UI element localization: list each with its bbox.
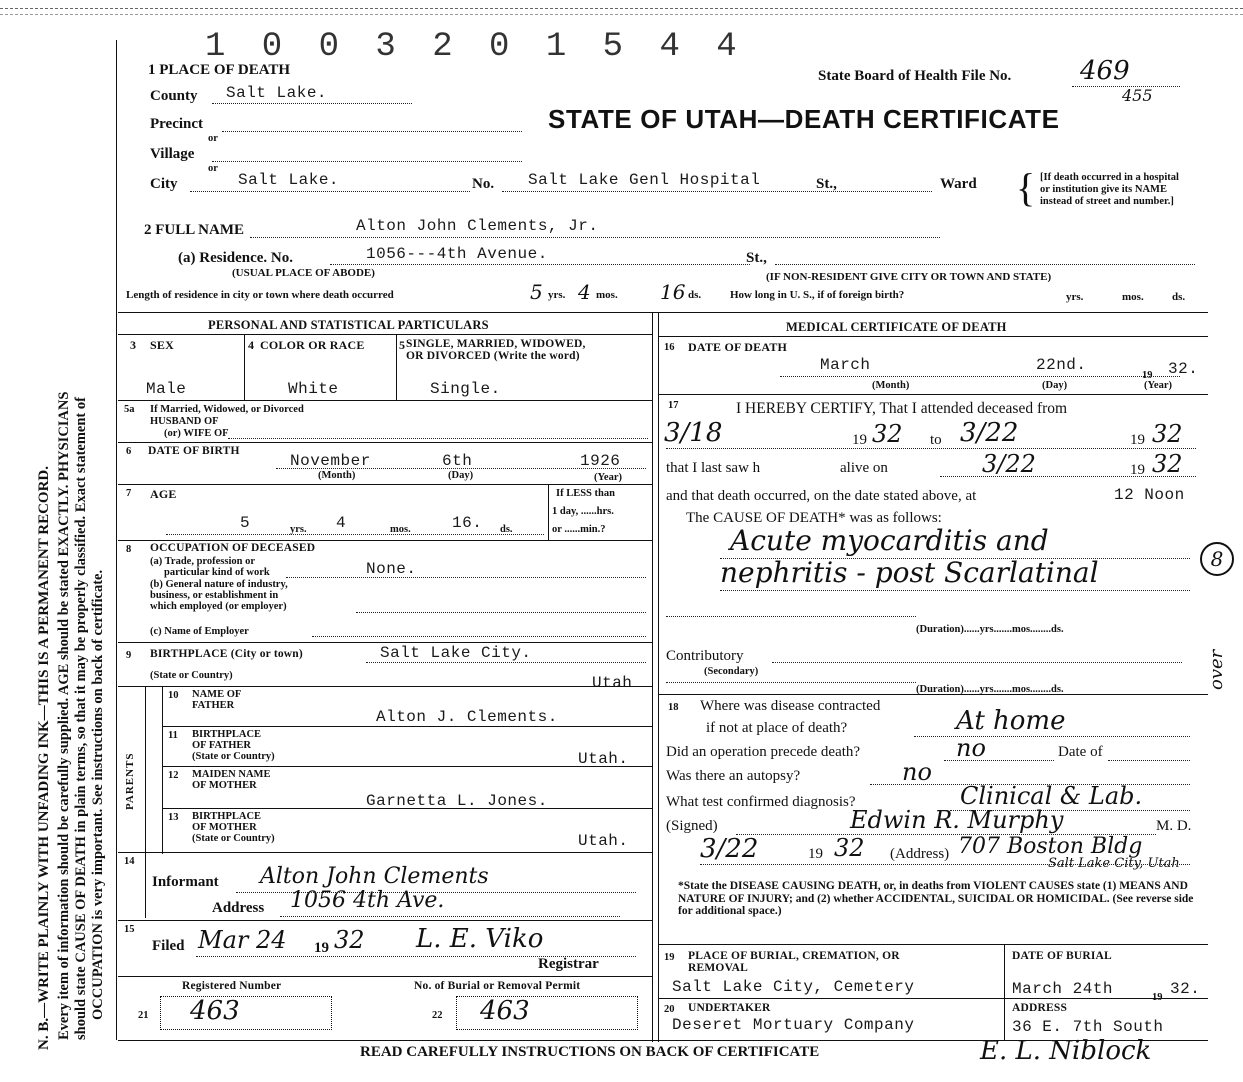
- autopsy-answer: no: [902, 758, 932, 786]
- death-day-label: (Day): [1042, 380, 1068, 391]
- attended-line: [666, 448, 1196, 449]
- top-edge: [0, 8, 1243, 9]
- father-birthplace-number: 11: [168, 730, 178, 741]
- age-years-label: yrs.: [290, 524, 307, 535]
- cause-line-1: Acute myocarditis and: [730, 524, 1049, 557]
- autopsy-label: Was there an autopsy?: [666, 768, 801, 784]
- burial-year-prefix: 19: [1152, 992, 1163, 1003]
- birthplace-state: Utah: [592, 674, 633, 692]
- cause-code: 8: [1200, 542, 1234, 576]
- row-line-6: [118, 686, 652, 687]
- attended-to-year: 32: [1152, 420, 1183, 448]
- death-month: March: [820, 356, 871, 374]
- residence-months: 4: [578, 280, 591, 304]
- death-year: 32.: [1168, 360, 1199, 378]
- occupation-value: None.: [366, 560, 417, 578]
- cause-line-2: nephritis - post Scarlatinal: [720, 556, 1099, 589]
- spouse-label-2: HUSBAND OF: [150, 416, 219, 427]
- dob-day-label: (Day): [448, 470, 474, 481]
- birthplace-city: Salt Lake City.: [380, 644, 532, 662]
- mother-birthplace-number: 13: [168, 812, 179, 823]
- residence-years: 5: [530, 280, 543, 304]
- death-day: 22nd.: [1036, 356, 1087, 374]
- occupation-c-line: [312, 636, 646, 637]
- birthplace-city-line: [366, 662, 646, 663]
- color-value: White: [288, 380, 339, 398]
- mother-birthplace-label-3: (State or Country): [192, 833, 275, 844]
- foreign-months-label: mos.: [1122, 291, 1144, 303]
- city-line: [190, 191, 470, 192]
- full-name-line: [250, 237, 940, 238]
- occupation-a-2: particular kind of work: [164, 567, 270, 578]
- less-than-label-2: 1 day, ......hrs.: [552, 506, 614, 517]
- father-birthplace: Utah.: [578, 750, 629, 768]
- death-year-label: (Year): [1144, 380, 1172, 391]
- residence-days: 16: [660, 280, 686, 304]
- physician-address: 707 Boston Bldg: [958, 834, 1143, 859]
- attended-to-date: 3/22: [960, 418, 1019, 448]
- filed-year: 32: [334, 926, 365, 954]
- age-months-label: mos.: [390, 524, 411, 535]
- last-saw-line: [940, 476, 1196, 477]
- age-years: 5: [240, 514, 251, 532]
- precinct-line: [222, 131, 522, 132]
- parents-divider-1: [145, 686, 146, 854]
- occupation-b-3: which employed (or employer): [150, 601, 287, 612]
- mother-number: 12: [168, 770, 179, 781]
- less-than-label-3: or ......min.?: [552, 524, 606, 535]
- burial-permit-header: No. of Burial or Removal Permit: [414, 980, 581, 992]
- filed-label: Filed: [152, 938, 185, 954]
- registered-number-value: 463: [190, 996, 240, 1026]
- registered-number-box: [160, 996, 332, 1030]
- father-number: 10: [168, 690, 179, 701]
- attended-to-label: to: [930, 432, 942, 448]
- age-number: 7: [126, 488, 132, 499]
- mother-birthplace: Utah.: [578, 832, 629, 850]
- length-residence-label: Length of residence in city or town where death occurred: [126, 289, 394, 301]
- spouse-label-3: (or) WIFE OF: [164, 428, 229, 439]
- last-saw-label-2: alive on: [840, 460, 888, 476]
- spouse-line: [228, 438, 648, 439]
- row-line-3: [118, 484, 652, 485]
- age-days: 16.: [452, 514, 483, 532]
- non-resident-label: (IF NON-RESIDENT GIVE CITY OR TOWN AND STATE): [766, 271, 1052, 283]
- residence-line: [330, 264, 750, 265]
- duration-line-2: [666, 682, 916, 683]
- registered-number-label: 21: [138, 1010, 149, 1021]
- row-line-9: [162, 808, 652, 809]
- contributory-label: Contributory: [666, 648, 744, 664]
- filed-date: Mar 24: [198, 926, 287, 954]
- less-than-label-1: If LESS than: [556, 488, 615, 499]
- attended-from-date: 3/18: [664, 418, 723, 448]
- burial-date: March 24th: [1012, 980, 1114, 998]
- md-label: M. D.: [1156, 818, 1192, 834]
- occupation-number: 8: [126, 544, 132, 555]
- mother-label-2: OF MOTHER: [192, 780, 257, 791]
- hospital-note: [If death occurred in a hospital or institution give its NAME instead of street and number.]: [1040, 172, 1179, 207]
- village-line: [212, 161, 522, 162]
- father-label-1: NAME OF: [192, 689, 242, 700]
- row-line-11: [118, 920, 652, 921]
- spouse-number: 5a: [124, 404, 135, 415]
- dob-day: 6th: [442, 452, 473, 470]
- test-label: What test confirmed diagnosis?: [666, 794, 856, 810]
- operation-date-label: Date of: [1058, 744, 1103, 760]
- occupation-b-line: [356, 612, 646, 613]
- row-line-8: [162, 766, 652, 767]
- physician-signature: Edwin R. Murphy: [850, 806, 1064, 834]
- age-days-label: ds.: [500, 524, 513, 535]
- grid-center-divider-2: [658, 312, 659, 1042]
- less-than-divider: [548, 484, 549, 540]
- footer-instructions: READ CAREFULLY INSTRUCTIONS ON BACK OF CERTIFICATE: [360, 1044, 820, 1060]
- street-label: St.,: [816, 176, 837, 192]
- side-note-3: should state CAUSE OF DEATH in plain terms, so that it may be properly classified. Exact statement of: [73, 397, 89, 1040]
- medical-row-line-2: [658, 694, 1208, 695]
- residence-label: (a) Residence. No.: [178, 250, 293, 266]
- village-label: Village: [150, 146, 195, 162]
- burial-divider: [1004, 944, 1005, 1040]
- cause-footnote: *State the DISEASE CAUSING DEATH, or, in deaths from VIOLENT CAUSES state (1) MEANS AND NATURE OF INJURY; and (2) whether ACCIDENTAL, SUICIDAL OR HOMICIDAL. (See reverse side for additional space.): [678, 880, 1194, 917]
- side-note-2: Every item of information should be carefully supplied. AGE should be stated EXACTLY. PHYSICIANS: [56, 391, 72, 1040]
- file-number-label: State Board of Health File No.: [818, 68, 1012, 84]
- father-label-2: FATHER: [192, 700, 235, 711]
- age-label: AGE: [150, 487, 177, 501]
- q18-label-1: Where was disease contracted: [700, 698, 881, 714]
- top-edge-2: [0, 14, 1243, 15]
- last-saw-date: 3/22: [982, 450, 1036, 478]
- physician-address-label: (Address): [890, 846, 950, 862]
- dob-year: 1926: [580, 452, 621, 470]
- q18-label-2: if not at place of death?: [706, 720, 848, 736]
- attended-to-year-prefix: 19: [1130, 432, 1145, 448]
- color-label: COLOR OR RACE: [260, 338, 365, 352]
- row-line-1: [118, 400, 652, 401]
- death-month-label: (Month): [872, 380, 910, 391]
- sex-value: Male: [146, 380, 187, 398]
- color-marital-divider: [396, 334, 397, 400]
- foreign-days-label: ds.: [1172, 291, 1186, 303]
- foreign-birth-label: How long in U. S., if of foreign birth?: [730, 289, 905, 301]
- or-label-2: or: [208, 163, 218, 174]
- color-number: 4: [248, 338, 255, 352]
- death-occurred-label: and that death occurred, on the date stated above, at: [666, 488, 977, 504]
- last-saw-year: 32: [1152, 450, 1183, 478]
- burial-place: Salt Lake City, Cemetery: [672, 978, 915, 996]
- duration-label-2: (Duration)......yrs.......mos........ds.: [916, 684, 1064, 695]
- left-border: [116, 40, 117, 1040]
- burial-date-label: DATE OF BURIAL: [1012, 950, 1112, 962]
- residence-street-label: St.,: [746, 250, 767, 266]
- parents-divider-2: [162, 686, 163, 854]
- file-number: 469: [1080, 56, 1130, 86]
- death-date-label: DATE OF DEATH: [688, 340, 788, 354]
- certify-text: I HEREBY CERTIFY, That I attended deceased from: [736, 400, 1068, 417]
- death-date-number: 16: [664, 342, 675, 353]
- grid-center-divider: [652, 312, 653, 1042]
- spouse-label-1: If Married, Widowed, or Divorced: [150, 404, 304, 415]
- dob-label: DATE OF BIRTH: [148, 445, 240, 457]
- city-value: Salt Lake.: [238, 171, 340, 189]
- sex-number: 3: [130, 338, 137, 352]
- filed-number: 15: [124, 924, 135, 935]
- father-birthplace-label-2: OF FATHER: [192, 740, 252, 751]
- medical-row-line-3: [658, 944, 1208, 945]
- informant-label: Informant: [152, 874, 219, 890]
- sex-label: SEX: [150, 338, 174, 352]
- birthplace-number: 9: [126, 650, 132, 661]
- mother-birthplace-label-2: OF MOTHER: [192, 822, 257, 833]
- signed-year: 32: [834, 834, 865, 862]
- q18-number: 18: [668, 702, 679, 713]
- contributory-line: [772, 662, 1182, 663]
- dob-year-label: (Year): [594, 472, 622, 483]
- dob-line: [276, 468, 646, 469]
- operation-answer: no: [956, 734, 986, 762]
- burial-year: 32.: [1170, 980, 1201, 998]
- usual-abode-label: (USUAL PLACE OF ABODE): [232, 267, 375, 279]
- informant-number: 14: [124, 856, 135, 867]
- duration-line-1: [666, 616, 916, 617]
- occupation-c: (c) Name of Employer: [150, 626, 249, 637]
- sex-color-divider: [244, 334, 245, 400]
- street-number-label: No.: [472, 176, 495, 192]
- occupation-label: OCCUPATION OF DECEASED: [150, 542, 316, 554]
- informant-divider: [145, 852, 146, 918]
- undertaker-address: 36 E. 7th South: [1012, 1018, 1164, 1036]
- hospital-note-brace: {: [1016, 165, 1036, 210]
- mother-name: Garnetta L. Jones.: [366, 792, 548, 810]
- medical-header: MEDICAL CERTIFICATE OF DEATH: [786, 320, 1007, 334]
- occupation-b-2: business, or establishment in: [150, 590, 279, 601]
- street-line: [502, 191, 932, 192]
- burial-number: 19: [664, 952, 675, 963]
- residence-value: 1056---4th Avenue.: [366, 245, 548, 263]
- precinct-label: Precinct: [150, 116, 204, 132]
- residence-months-label: mos.: [596, 289, 618, 301]
- row-line-4: [118, 540, 652, 541]
- undertaker-label: UNDERTAKER: [688, 1002, 771, 1014]
- row-line-5: [118, 642, 652, 643]
- full-name-heading: 2 FULL NAME: [144, 222, 245, 238]
- parents-label: PARENTS: [124, 752, 136, 810]
- file-number-alt: 455: [1122, 86, 1153, 105]
- last-saw-label: that I last saw h: [666, 460, 761, 476]
- birthplace-state-label: (State or Country): [150, 670, 233, 681]
- foreign-years-label: yrs.: [1066, 291, 1084, 303]
- physician-address-2: Salt Lake City, Utah: [1048, 856, 1180, 871]
- last-saw-year-prefix: 19: [1130, 462, 1145, 478]
- informant-signature: Alton John Clements: [260, 864, 489, 889]
- residence-line-2: [775, 264, 1195, 265]
- burial-label-1: PLACE OF BURIAL, CREMATION, OR: [688, 950, 900, 962]
- signed-date-line: [700, 864, 1190, 865]
- dob-number: 6: [126, 446, 132, 457]
- street-number-value: Salt Lake Genl Hospital: [528, 171, 761, 189]
- registrar-signature: L. E. Viko: [416, 924, 544, 954]
- father-birthplace-label-3: (State or Country): [192, 751, 275, 762]
- occupation-a-1: (a) Trade, profession or: [150, 556, 255, 567]
- duration-label-1: (Duration)......yrs.......mos........ds.: [916, 624, 1064, 635]
- certificate-title: STATE OF UTAH—DEATH CERTIFICATE: [548, 104, 1060, 134]
- attended-from-year-prefix: 19: [852, 432, 867, 448]
- attended-from-year: 32: [872, 420, 903, 448]
- occupation-line: [286, 577, 646, 578]
- medical-row-line-4: [658, 998, 1208, 999]
- age-months: 4: [336, 514, 347, 532]
- personal-header: PERSONAL AND STATISTICAL PARTICULARS: [208, 318, 489, 332]
- medical-row-line-1: [658, 394, 1208, 395]
- father-name: Alton J. Clements.: [376, 708, 558, 726]
- death-time: 12 Noon: [1114, 486, 1185, 504]
- cause-label: The CAUSE OF DEATH* was as follows:: [686, 510, 942, 526]
- age-line: [166, 534, 544, 535]
- dob-month-label: (Month): [318, 470, 356, 481]
- undertaker-name: Deseret Mortuary Company: [672, 1016, 915, 1034]
- place-of-death-heading: 1 PLACE OF DEATH: [148, 62, 291, 78]
- or-label-1: or: [208, 133, 218, 144]
- ward-label: Ward: [940, 176, 977, 192]
- residence-days-label: ds.: [688, 289, 702, 301]
- undertaker-address-label: ADDRESS: [1012, 1002, 1068, 1014]
- row-line-10: [118, 852, 652, 853]
- filed-year-prefix: 19: [314, 940, 329, 956]
- test-answer: Clinical & Lab.: [960, 782, 1143, 810]
- side-note-4: OCCUPATION is very important. See instructions on back of certificate.: [90, 569, 106, 1020]
- marital-number: 5: [399, 338, 406, 352]
- city-label: City: [150, 176, 178, 192]
- serial-number: 1 0 0 3 2 0 1 5 4 4: [205, 28, 745, 66]
- county-value: Salt Lake.: [226, 84, 328, 102]
- secondary-label: (Secondary): [704, 666, 759, 677]
- registered-number-header: Registered Number: [182, 980, 282, 992]
- death-year-prefix: 19: [1142, 370, 1153, 381]
- father-birthplace-label-1: BIRTHPLACE: [192, 729, 262, 740]
- mother-label-1: MAIDEN NAME: [192, 769, 271, 780]
- row-line-7: [162, 726, 652, 727]
- marital-label-2: OR DIVORCED (Write the word): [406, 350, 580, 362]
- informant-address: 1056 4th Ave.: [290, 888, 445, 913]
- marital-label-1: SINGLE, MARRIED, WIDOWED,: [406, 338, 586, 350]
- mother-birthplace-label-1: BIRTHPLACE: [192, 811, 262, 822]
- side-note-1: N. B.—WRITE PLAINLY WITH UNFADING INK—THIS IS A PERMANENT RECORD.: [36, 466, 52, 1050]
- certify-number: 17: [668, 400, 679, 411]
- cause-line-2-rule: [720, 590, 1190, 591]
- row-line-2: [118, 442, 652, 443]
- registrar-label: Registrar: [538, 956, 599, 972]
- operation-label: Did an operation precede death?: [666, 744, 861, 760]
- burial-label-2: REMOVAL: [688, 962, 748, 974]
- informant-address-line: [280, 916, 620, 917]
- personal-header-line: [118, 334, 652, 335]
- over-note: over: [1206, 649, 1227, 690]
- county-label: County: [150, 88, 198, 104]
- county-line: [212, 103, 412, 104]
- operation-date-line: [1108, 760, 1190, 761]
- residence-years-label: yrs.: [548, 289, 566, 301]
- q18-answer: At home: [956, 706, 1066, 736]
- occupation-b-1: (b) General nature of industry,: [150, 579, 288, 590]
- burial-permit-value: 463: [480, 996, 530, 1026]
- marital-value: Single.: [430, 380, 501, 398]
- undertaker-number: 20: [664, 1004, 675, 1015]
- dob-month: November: [290, 452, 371, 470]
- row-line-12: [118, 976, 652, 977]
- death-date-line: [780, 376, 1180, 377]
- grid-top-line: [118, 312, 1208, 313]
- burial-permit-label: 22: [432, 1010, 443, 1021]
- operation-line: [944, 760, 1054, 761]
- signed-year-prefix: 19: [808, 846, 823, 862]
- informant-address-label: Address: [212, 900, 265, 916]
- signed-label: (Signed): [666, 818, 718, 834]
- birthplace-label: BIRTHPLACE (City or town): [150, 648, 303, 660]
- signed-date: 3/22: [700, 834, 759, 864]
- footer-signature: E. L. Niblock: [980, 1036, 1152, 1066]
- medical-header-line: [658, 336, 1208, 337]
- full-name-value: Alton John Clements, Jr.: [356, 217, 599, 235]
